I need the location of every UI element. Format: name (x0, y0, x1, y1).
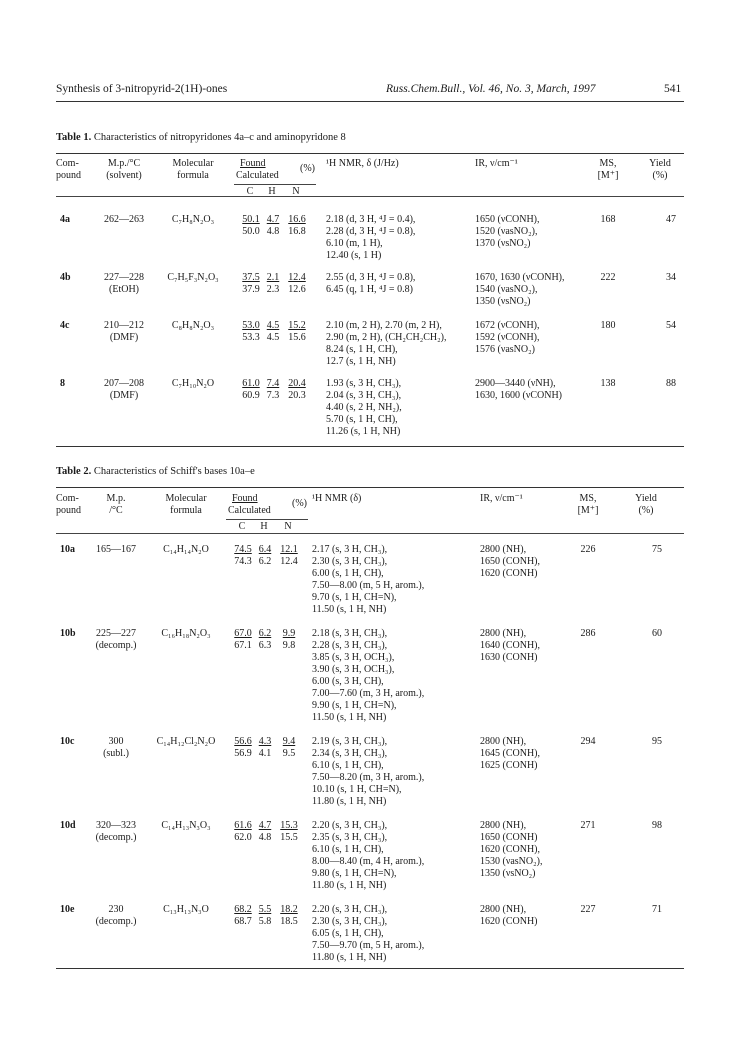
yield-value: 98 (652, 820, 662, 831)
ir-line: 2800 (NH), (480, 736, 527, 747)
col-mp: M.p./°C (solvent) (106, 158, 142, 181)
calc-h: 5.8 (258, 916, 272, 927)
col-nmr: ¹H NMR, δ (J/Hz) (326, 158, 399, 169)
found-n: 20.4 (288, 378, 306, 389)
nmr-line: 6.00 (s, 1 H, CH), (312, 568, 384, 579)
nmr-line: 5.70 (s, 1 H, CH), (326, 414, 398, 425)
calc-h: 6.3 (258, 640, 272, 651)
col-ir: IR, ν/cm⁻¹ (480, 493, 523, 504)
found-c: 37.5 (242, 272, 260, 283)
nmr-line: 6.10 (s, 1 H, CH), (312, 844, 384, 855)
calc-n: 15.6 (288, 332, 306, 343)
molecular-formula: C₇H₈N₂O₃ (171, 214, 215, 225)
found-h: 2.1 (266, 272, 280, 283)
nmr-line: 8.24 (s, 1 H, CH), (326, 344, 398, 355)
found-c: 67.0 (234, 628, 252, 639)
nmr-line: 2.28 (d, 3 H, ⁴J = 0.8), (326, 226, 416, 237)
yield-value: 95 (652, 736, 662, 747)
calc-n: 9.8 (282, 640, 296, 651)
nmr-line: 7.00—7.60 (m, 3 H, arom.), (312, 688, 425, 699)
ir-line: 1576 (νasNO₂) (475, 344, 535, 355)
table1-bottom-rule (56, 446, 684, 447)
ir-line: 1625 (CONH) (480, 760, 538, 771)
ir-line: 2800 (NH), (480, 628, 527, 639)
yield-value: 71 (652, 904, 662, 915)
ms-value: 180 (600, 320, 616, 331)
col-mp: M.p. /°C (106, 493, 126, 516)
nmr-line: 2.28 (s, 3 H, CH₃), (312, 640, 388, 651)
ir-line: 1670, 1630 (νCONH), (475, 272, 565, 283)
nmr-line: 2.30 (s, 3 H, CH₃), (312, 556, 388, 567)
ir-line: 1620 (CONH), (480, 844, 540, 855)
col-calculated: Calculated (236, 170, 279, 181)
header-rule (56, 101, 684, 102)
found-n: 18.2 (280, 904, 298, 915)
ir-line: 1540 (νasNO₂), (475, 284, 538, 295)
col-h: H (268, 186, 276, 197)
ir-data (475, 272, 565, 308)
col-found: Found (232, 493, 258, 504)
nmr-line: 9.70 (s, 1 H, CH=N), (312, 592, 397, 603)
nmr-line: 2.34 (s, 3 H, CH₃), (312, 748, 388, 759)
calc-n: 18.5 (280, 916, 298, 927)
calc-n: 16.8 (288, 226, 306, 237)
ir-line: 1650 (CONH), (480, 556, 540, 567)
molecular-formula: C₇H₁₀N₂O (171, 378, 215, 389)
ir-line: 2900—3440 (νNH), (475, 378, 556, 389)
ir-line: 1370 (νsNO₂) (475, 238, 531, 249)
found-n: 12.1 (280, 544, 298, 555)
molecular-formula: C₇H₅F₃N₂O₃ (167, 272, 219, 283)
nmr-line: 8.00—8.40 (m, 4 H, arom.), (312, 856, 425, 867)
nmr-line: 3.90 (s, 3 H, OCH₃), (312, 664, 395, 675)
found-h: 5.5 (258, 904, 272, 915)
ir-line: 1672 (νCONH), (475, 320, 540, 331)
melting-point: 230 (108, 904, 124, 915)
col-ms: MS, [M⁺] (577, 493, 599, 516)
table1-header-rule (56, 196, 684, 197)
found-n: 15.3 (280, 820, 298, 831)
col-yield: Yield (%) (649, 158, 671, 181)
nmr-data (326, 214, 415, 262)
yield-value: 88 (666, 378, 676, 389)
ir-line: 2800 (NH), (480, 904, 527, 915)
calc-h: 4.8 (258, 832, 272, 843)
nmr-line: 2.35 (s, 3 H, CH₃), (312, 832, 388, 843)
calc-h: 2.3 (266, 284, 280, 295)
nmr-line: 2.90 (m, 2 H), (CH₂CH₂CH₂), (326, 332, 447, 343)
ir-line: 1592 (νCONH), (475, 332, 540, 343)
nmr-line: 6.05 (s, 1 H, CH), (312, 928, 384, 939)
col-nmr: ¹H NMR (δ) (312, 493, 362, 504)
nmr-line: 11.26 (s, 1 H, NH) (326, 426, 401, 437)
col-c: C (238, 521, 246, 532)
table2-top-rule (56, 487, 684, 488)
col-ms: MS, [M⁺] (597, 158, 619, 181)
table1-caption-text: Characteristics of nitropyridones 4a–c and aminopyridone 8 (93, 132, 346, 143)
calc-h: 6.2 (258, 556, 272, 567)
compound-id: 4b (60, 272, 71, 283)
ir-data (475, 320, 540, 356)
ms-value: 168 (600, 214, 616, 225)
calculated-underline (234, 184, 316, 185)
nmr-line: 2.18 (d, 3 H, ⁴J = 0.4), (326, 214, 416, 225)
ir-data (480, 544, 540, 580)
nmr-line: 9.90 (s, 1 H, CH=N), (312, 700, 397, 711)
nmr-line: 4.40 (s, 2 H, NH₂), (326, 402, 402, 413)
table2-bottom-rule (56, 968, 684, 969)
compound-id: 4a (60, 214, 70, 225)
mp-note: (EtOH) (109, 284, 139, 295)
ms-value: 222 (600, 272, 616, 283)
nmr-line: 2.55 (d, 3 H, ⁴J = 0.8), (326, 272, 416, 283)
ir-line: 1620 (CONH) (480, 916, 538, 927)
nmr-line: 11.50 (s, 1 H, NH) (312, 604, 387, 615)
nmr-line: 6.10 (s, 1 H, CH), (312, 760, 384, 771)
table2-label: Table 2. (56, 466, 92, 477)
nmr-data (312, 904, 424, 964)
calc-h: 7.3 (266, 390, 280, 401)
nmr-line: 9.80 (s, 1 H, CH=N), (312, 868, 397, 879)
nmr-line: 11.80 (s, 1 H, NH) (312, 952, 387, 963)
col-n: N (292, 186, 300, 197)
nmr-data (312, 628, 424, 724)
calc-c: 60.9 (242, 390, 260, 401)
ir-line: 1620 (CONH) (480, 568, 538, 579)
table1-caption (56, 132, 346, 143)
yield-value: 47 (666, 214, 676, 225)
col-c: C (246, 186, 254, 197)
ms-value: 226 (580, 544, 596, 555)
ms-value: 227 (580, 904, 596, 915)
mp-note: (DMF) (109, 390, 139, 401)
page-number: 541 (664, 83, 682, 95)
ir-line: 1640 (CONH), (480, 640, 540, 651)
found-h: 6.2 (258, 628, 272, 639)
nmr-line: 7.50—8.20 (m, 3 H, arom.), (312, 772, 425, 783)
nmr-line: 2.10 (m, 2 H), 2.70 (m, 2 H), (326, 320, 442, 331)
molecular-formula: C₁₃H₁₃N₃O (163, 904, 209, 915)
melting-point: 227—228 (104, 272, 144, 283)
nmr-line: 10.10 (s, 1 H, CH=N), (312, 784, 402, 795)
nmr-line: 2.30 (s, 3 H, CH₃), (312, 916, 388, 927)
ir-line: 1630, 1600 (νCONH) (475, 390, 563, 401)
nmr-line: 2.17 (s, 3 H, CH₃), (312, 544, 388, 555)
ir-data (480, 736, 540, 772)
nmr-data (312, 736, 424, 808)
nmr-line: 11.50 (s, 1 H, NH) (312, 712, 387, 723)
yield-value: 54 (666, 320, 676, 331)
ms-value: 286 (580, 628, 596, 639)
calc-c: 67.1 (234, 640, 252, 651)
molecular-formula: C₈H₈N₂O₃ (171, 320, 215, 331)
nmr-data (326, 320, 446, 368)
ms-value: 138 (600, 378, 616, 389)
nmr-line: 7.50—8.00 (m, 5 H, arom.), (312, 580, 425, 591)
calc-n: 12.4 (280, 556, 298, 567)
compound-id: 10e (60, 904, 75, 915)
nmr-line: 11.80 (s, 1 H, NH) (312, 880, 387, 891)
table1-top-rule (56, 153, 684, 154)
yield-value: 75 (652, 544, 662, 555)
found-n: 16.6 (288, 214, 306, 225)
compound-id: 10a (60, 544, 75, 555)
melting-point: 262—263 (104, 214, 144, 225)
melting-point: 210—212 (104, 320, 144, 331)
calc-n: 9.5 (282, 748, 296, 759)
compound-id: 10b (60, 628, 76, 639)
compound-id: 4c (60, 320, 70, 331)
found-h: 4.3 (258, 736, 272, 747)
nmr-data (312, 544, 424, 616)
ir-data (475, 378, 562, 402)
col-formula: Molecular formula (172, 158, 214, 181)
running-head-title: Synthesis of 3-nitropyrid-2(1H)-ones (56, 83, 228, 95)
nmr-line: 2.18 (s, 3 H, CH₃), (312, 628, 388, 639)
ir-line: 1530 (νasNO₂), (480, 856, 543, 867)
calculated-underline (226, 519, 308, 520)
ir-line: 1650 (νCONH), (475, 214, 540, 225)
nmr-line: 7.50—9.70 (m, 5 H, arom.), (312, 940, 425, 951)
ir-data (475, 214, 540, 250)
nmr-line: 2.20 (s, 3 H, CH₃), (312, 904, 388, 915)
table2-caption (56, 466, 255, 477)
found-n: 12.4 (288, 272, 306, 283)
nmr-line: 6.45 (q, 1 H, ⁴J = 0.8) (326, 284, 413, 295)
melting-point: 300 (108, 736, 124, 747)
col-n: N (284, 521, 292, 532)
col-compound: Com- pound (56, 493, 81, 516)
ir-line: 2800 (NH), (480, 544, 527, 555)
mp-note: (decomp.) (95, 916, 137, 927)
calc-n: 15.5 (280, 832, 298, 843)
calc-c: 74.3 (234, 556, 252, 567)
ir-data (480, 904, 538, 928)
mp-note: (subl.) (103, 748, 129, 759)
calc-h: 4.8 (266, 226, 280, 237)
calc-c: 68.7 (234, 916, 252, 927)
col-h: H (260, 521, 268, 532)
compound-id: 8 (60, 378, 65, 389)
ir-line: 1645 (CONH), (480, 748, 540, 759)
col-percent: (%) (292, 498, 307, 509)
nmr-line: 1.93 (s, 3 H, CH₃), (326, 378, 402, 389)
ir-line: 2800 (NH), (480, 820, 527, 831)
molecular-formula: C₁₄H₁₂Cl₂N₂O (156, 736, 216, 747)
ms-value: 271 (580, 820, 596, 831)
mp-note: (decomp.) (95, 832, 137, 843)
nmr-line: 6.00 (s, 3 H, CH), (312, 676, 384, 687)
compound-id: 10c (60, 736, 75, 747)
running-head-journal: Russ.Chem.Bull., Vol. 46, No. 3, March, 1997 (386, 83, 596, 95)
molecular-formula: C₁₆H₁₈N₂O₃ (161, 628, 211, 639)
found-h: 4.7 (258, 820, 272, 831)
melting-point: 225—227 (96, 628, 136, 639)
col-yield: Yield (%) (635, 493, 657, 516)
nmr-line: 2.04 (s, 3 H, CH₃), (326, 390, 402, 401)
molecular-formula: C₁₄H₁₃N₃O₃ (161, 820, 211, 831)
mp-note: (DMF) (109, 332, 139, 343)
ir-line: 1630 (CONH) (480, 652, 538, 663)
nmr-data (326, 378, 402, 438)
yield-value: 60 (652, 628, 662, 639)
found-h: 4.7 (266, 214, 280, 225)
mp-note: (decomp.) (95, 640, 137, 651)
found-h: 6.4 (258, 544, 272, 555)
found-c: 68.2 (234, 904, 252, 915)
found-c: 56.6 (234, 736, 252, 747)
melting-point: 320—323 (96, 820, 136, 831)
ir-line: 1650 (CONH) (480, 832, 538, 843)
compound-id: 10d (60, 820, 76, 831)
table2-header-rule (56, 533, 684, 534)
calc-h: 4.5 (266, 332, 280, 343)
yield-value: 34 (666, 272, 676, 283)
calc-c: 50.0 (242, 226, 260, 237)
col-found: Found (240, 158, 266, 169)
found-c: 61.0 (242, 378, 260, 389)
ir-line: 1520 (νasNO₂), (475, 226, 538, 237)
calc-c: 56.9 (234, 748, 252, 759)
nmr-line: 3.85 (s, 3 H, OCH₃), (312, 652, 395, 663)
found-c: 74.5 (234, 544, 252, 555)
nmr-data (312, 820, 424, 892)
nmr-line: 12.7 (s, 1 H, NH) (326, 356, 396, 367)
calc-c: 53.3 (242, 332, 260, 343)
table1-label: Table 1. (56, 132, 92, 143)
ir-data (480, 628, 540, 664)
table2-caption-text: Characteristics of Schiff's bases 10a–e (93, 466, 255, 477)
found-n: 9.9 (282, 628, 296, 639)
ir-data (480, 820, 542, 880)
col-calculated: Calculated (228, 505, 271, 516)
nmr-line: 2.20 (s, 3 H, CH₃), (312, 820, 388, 831)
calc-h: 4.1 (258, 748, 272, 759)
nmr-line: 11.80 (s, 1 H, NH) (312, 796, 387, 807)
found-h: 7.4 (266, 378, 280, 389)
found-c: 50.1 (242, 214, 260, 225)
molecular-formula: C₁₄H₁₄N₂O (163, 544, 209, 555)
ir-line: 1350 (νsNO₂) (480, 868, 536, 879)
found-n: 15.2 (288, 320, 306, 331)
found-n: 9.4 (282, 736, 296, 747)
ms-value: 294 (580, 736, 596, 747)
nmr-data (326, 272, 415, 296)
calc-c: 62.0 (234, 832, 252, 843)
nmr-line: 2.19 (s, 3 H, CH₃), (312, 736, 388, 747)
found-c: 61.6 (234, 820, 252, 831)
col-compound: Com- pound (56, 158, 81, 181)
col-ir: IR, ν/cm⁻¹ (475, 158, 518, 169)
col-formula: Molecular formula (165, 493, 207, 516)
nmr-line: 12.40 (s, 1 H) (326, 250, 382, 261)
melting-point: 165—167 (96, 544, 136, 555)
calc-n: 12.6 (288, 284, 306, 295)
calc-n: 20.3 (288, 390, 306, 401)
ir-line: 1350 (νsNO₂) (475, 296, 531, 307)
nmr-line: 6.10 (m, 1 H), (326, 238, 383, 249)
found-h: 4.5 (266, 320, 280, 331)
calc-c: 37.9 (242, 284, 260, 295)
melting-point: 207—208 (104, 378, 144, 389)
col-percent: (%) (300, 163, 315, 174)
found-c: 53.0 (242, 320, 260, 331)
